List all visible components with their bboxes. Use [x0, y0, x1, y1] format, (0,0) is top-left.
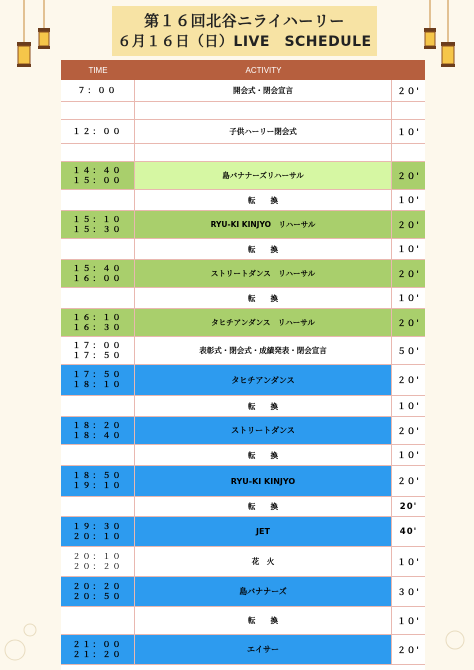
- row-activity: 島バナナーズリハーサル: [135, 162, 392, 189]
- row-duration: [392, 144, 425, 161]
- row-duration: ２０': [392, 466, 425, 496]
- row-duration: 40': [392, 517, 425, 546]
- table-row: [61, 239, 425, 260]
- row-duration: １０': [397, 616, 420, 627]
- row-activity: RYU-KI KINJYO リハーサル: [135, 211, 392, 238]
- star-decoration-icon: [0, 600, 60, 670]
- table-row: [61, 102, 425, 120]
- row-activity: 島バナナーズ: [135, 577, 392, 606]
- table-row: [61, 607, 425, 635]
- row-time: １９：３０ ２０：１０: [61, 517, 135, 546]
- row-duration: [392, 102, 425, 119]
- schedule-table: [61, 60, 425, 670]
- row-activity: 転 換: [135, 288, 392, 308]
- row-time: １８：２０ １８：４０: [61, 417, 135, 444]
- table-row: [61, 417, 425, 445]
- row-activity: 開会式・閉会宣言: [135, 80, 392, 101]
- row-time: １５：１０ １５：３０: [61, 211, 135, 238]
- row-duration: ２０': [392, 162, 425, 189]
- row-duration: 20': [399, 501, 418, 512]
- row-time: [61, 396, 135, 416]
- row-activity: ストリートダンス: [135, 417, 392, 444]
- row-activity: エイサー: [135, 635, 392, 664]
- table-row: [61, 190, 425, 211]
- row-time: ２０：２０ ２０：５０: [61, 577, 135, 606]
- table-row: [61, 288, 425, 309]
- row-activity: 転 換: [135, 607, 392, 634]
- row-duration: １０': [397, 451, 420, 461]
- table-row: [61, 260, 425, 288]
- row-activity: [135, 102, 392, 119]
- row-time: １６：１０ １６：３０: [61, 309, 135, 336]
- row-duration: ２０': [392, 365, 425, 395]
- row-activity: RYU-KI KINJYO: [135, 466, 392, 496]
- row-duration: ２０': [392, 635, 425, 664]
- table-row: [61, 497, 425, 517]
- table-row: [61, 396, 425, 417]
- table-row: [61, 365, 425, 396]
- column-header-activity: ACTIVITY: [245, 65, 282, 75]
- row-time: １７：００ １７：５０: [61, 337, 135, 364]
- table-row: [61, 162, 425, 190]
- row-duration: ５０': [397, 346, 420, 357]
- row-duration: １０': [397, 402, 420, 412]
- row-time: １５：４０ １６：００: [61, 260, 135, 287]
- row-time: １２：００: [61, 120, 135, 143]
- lantern-icon: [420, 0, 460, 80]
- lantern-icon: [12, 0, 52, 80]
- row-time: ７：００: [61, 80, 135, 101]
- row-time: ２１：００ ２１：２０: [61, 635, 135, 664]
- row-time: [61, 607, 135, 634]
- row-duration: １０': [397, 127, 420, 138]
- row-time: ２０：１０ ２０：２０: [61, 547, 135, 576]
- row-activity: 転 換: [135, 497, 392, 516]
- row-duration: ２０': [397, 220, 420, 231]
- table-row: [61, 466, 425, 497]
- row-time: [61, 190, 135, 210]
- row-time: [61, 445, 135, 465]
- table-row: [61, 547, 425, 577]
- row-activity: タヒチアンダンス: [135, 365, 392, 395]
- table-row: [61, 120, 425, 144]
- row-duration: １０': [397, 294, 420, 304]
- schedule-title-banner: [112, 6, 377, 56]
- row-time: [61, 144, 135, 161]
- row-time: １８：５０ １９：１０: [61, 466, 135, 496]
- row-duration: １０': [397, 245, 420, 255]
- column-header-time: TIME: [88, 65, 108, 75]
- row-activity: 表彰式・閉会式・成績発表・閉会宣言: [135, 337, 392, 364]
- row-time: [61, 497, 135, 516]
- row-activity: 花 火: [135, 547, 392, 576]
- row-duration: ２０': [392, 417, 425, 444]
- row-activity: ストリートダンス リハーサル: [135, 260, 392, 287]
- table-row: [61, 635, 425, 665]
- row-activity: [135, 144, 392, 161]
- table-row: [61, 144, 425, 162]
- event-title: 第１６回北谷ニライハーリー: [144, 12, 345, 30]
- row-activity: 転 換: [135, 239, 392, 259]
- row-activity: 転 換: [135, 445, 392, 465]
- column-header-duration: [392, 60, 425, 80]
- row-activity: 転 換: [135, 190, 392, 210]
- row-duration: １０': [397, 196, 420, 206]
- row-time: [61, 102, 135, 119]
- row-duration: ２０': [397, 86, 420, 97]
- row-time: １７：５０ １８：１０: [61, 365, 135, 395]
- table-row: [61, 577, 425, 607]
- row-duration: ３０': [392, 577, 425, 606]
- table-row: [61, 80, 425, 102]
- table-row: [61, 445, 425, 466]
- row-activity: 子供ハーリー閉会式: [135, 120, 392, 143]
- row-activity: 転 換: [135, 396, 392, 416]
- table-header: [61, 60, 425, 80]
- row-activity: タヒチアンダンス リハーサル: [135, 309, 392, 336]
- table-row: [61, 309, 425, 337]
- row-activity: JET: [135, 517, 392, 546]
- row-duration: １０': [397, 557, 420, 568]
- row-time: [61, 288, 135, 308]
- row-time: [61, 239, 135, 259]
- row-duration: ２０': [397, 318, 420, 329]
- table-row: [61, 337, 425, 365]
- event-date-title: ６月１６日（日）LIVE SCHEDULE: [117, 34, 372, 50]
- table-row: [61, 517, 425, 547]
- row-duration: ２０': [397, 269, 420, 280]
- row-time: １４：４０ １５：００: [61, 162, 135, 189]
- table-row: [61, 211, 425, 239]
- star-decoration-icon: [430, 610, 474, 670]
